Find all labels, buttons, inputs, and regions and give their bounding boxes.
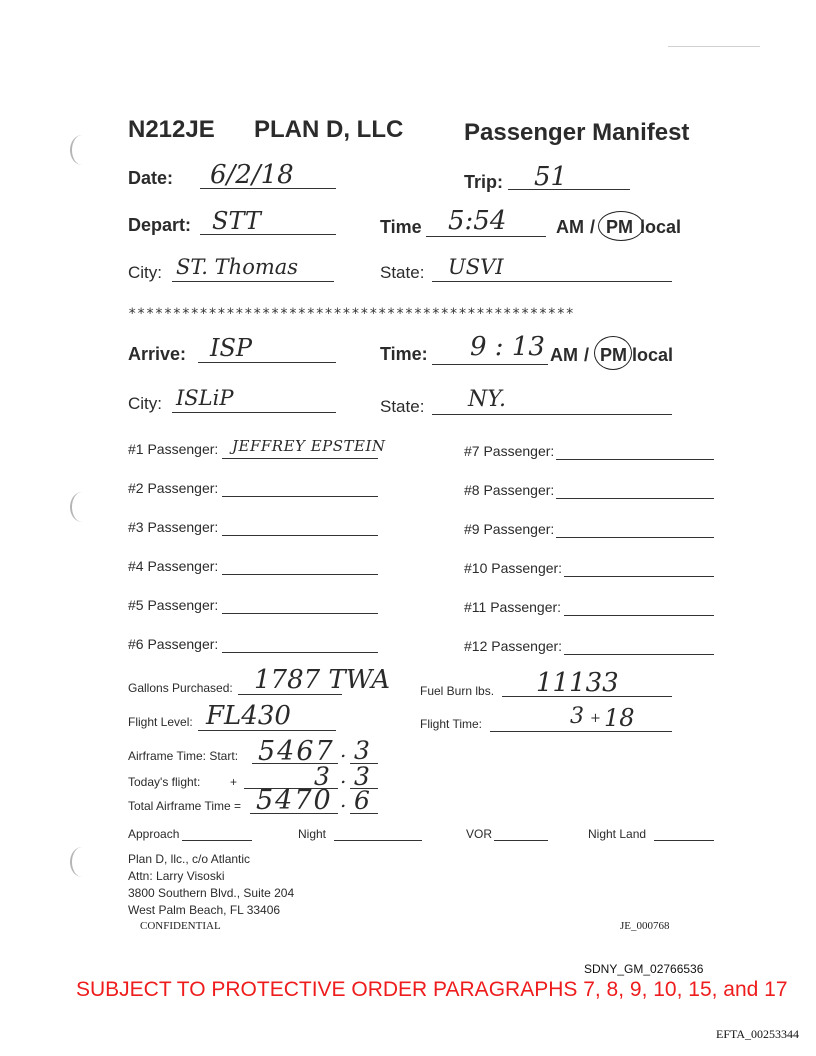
fuel-burn-line [502,696,672,697]
gallons-label: Gallons Purchased: [128,681,233,695]
night-land-line [654,840,714,841]
passenger-1-line [222,458,378,459]
address-line-3: 3800 Southern Blvd., Suite 204 [128,886,295,900]
protective-order-notice: SUBJECT TO PROTECTIVE ORDER PARAGRAPHS 7, 8, 9, 10, 15, and 17 [76,978,788,1001]
depart-pm: PM [606,217,633,237]
passenger-11-line [564,615,714,616]
vor-label: VOR [466,827,493,841]
je-bates-number: JE_000768 [620,920,670,932]
passenger-2-line [222,496,378,497]
passenger-12-label: #12 Passenger: [464,638,563,654]
depart-city-line [172,281,334,282]
today-flight-label: Today's flight: [128,775,201,789]
passenger-5-line [222,613,378,614]
passenger-7-line [556,459,714,460]
flight-level-line [198,730,336,731]
total-airframe-frac: 6 [354,786,370,815]
depart-line [200,234,336,235]
depart-state-value: USVI [448,255,504,279]
company-name: PLAN D, LLC [254,116,404,143]
passenger-6-label: #6 Passenger: [128,636,219,652]
depart-label: Depart: [128,215,192,235]
airframe-start-label: Airframe Time: Start: [128,749,239,763]
vor-line [494,840,548,841]
punch-hole-bottom [70,847,94,877]
total-airframe-whole: 5470 [256,785,333,816]
punch-hole-top [70,135,94,165]
arrive-slash: / [584,345,590,365]
arrive-state-value: NY. [468,387,506,412]
flight-time-hours: 3 [570,704,584,729]
trip-value: 51 [534,162,568,192]
total-airframe-frac-line [350,813,378,814]
arrive-pm-circle [594,336,632,370]
asterisk-divider: ************************************************** [128,306,575,322]
arrive-state-line [432,414,672,415]
passenger-1-value: JEFFREY EPSTEIN [232,437,386,455]
total-airframe-dot: . [340,788,347,812]
arrive-city-value: ISLiP [176,386,234,410]
trip-line [508,189,630,190]
date-value: 6/2/18 [210,160,294,190]
total-airframe-line [250,813,338,814]
airframe-start-dot: . [340,738,347,762]
approach-label: Approach [128,827,180,841]
fuel-burn-label: Fuel Burn lbs. [420,684,495,698]
form-title: Passenger Manifest [464,119,690,146]
date-line [200,188,336,189]
scan-edge-line [668,46,760,47]
sdny-bates-number: SDNY_GM_02766536 [584,962,704,976]
passenger-8-line [556,498,714,499]
flight-time-sep: + [590,711,601,726]
passenger-8-label: #8 Passenger: [464,482,555,498]
depart-pm-circle [598,211,644,241]
address-line-1: Plan D, llc., c/o Atlantic [128,852,251,866]
passenger-7-label: #7 Passenger: [464,443,555,459]
approach-line [182,840,252,841]
flight-time-line [490,731,672,732]
passenger-5-label: #5 Passenger: [128,597,219,613]
passenger-10-line [564,576,714,577]
depart-time-value: 5:54 [448,206,507,236]
depart-state-line [432,281,672,282]
depart-slash: / [590,217,596,237]
night-line [334,840,422,841]
night-land-label: Night Land [588,827,647,841]
passenger-11-label: #11 Passenger: [464,599,562,615]
gallons-line [238,694,342,695]
efta-number: EFTA_00253344 [716,1027,800,1041]
passenger-3-label: #3 Passenger: [128,519,219,535]
arrive-value: ISP [210,334,253,362]
arrive-state-label: State: [380,397,425,416]
punch-hole-middle [70,492,94,522]
arrive-time-line [432,364,548,365]
today-flight-whole: 3 [314,762,330,791]
passenger-4-label: #4 Passenger: [128,558,219,574]
total-airframe-label: Total Airframe Time = [128,799,242,813]
today-flight-plus: + [230,775,238,789]
passenger-3-line [222,535,378,536]
passenger-12-line [564,654,714,655]
depart-time-line [426,236,546,237]
airframe-start-frac: 3 [354,736,370,765]
passenger-10-label: #10 Passenger: [464,560,563,576]
passenger-9-line [556,537,714,538]
today-flight-frac: 3 [354,762,370,791]
arrive-line [198,362,336,363]
passenger-1-label: #1 Passenger: [128,441,219,457]
depart-local: local [640,217,682,237]
arrive-city-label: City: [128,394,162,413]
address-line-2: Attn: Larry Visoski [128,869,225,883]
arrive-pm: PM [600,345,627,365]
airframe-start-whole: 5467 [258,736,335,767]
depart-city-label: City: [128,263,162,282]
flight-time-label: Flight Time: [420,717,483,731]
depart-value: STT [212,207,261,235]
fuel-burn-value: 11133 [536,668,619,698]
trip-label: Trip: [464,172,503,192]
depart-state-label: State: [380,263,425,282]
flight-level-label: Flight Level: [128,715,193,729]
arrive-time-label: Time: [380,344,428,364]
today-flight-dot: . [340,764,347,788]
confidential-stamp: CONFIDENTIAL [140,920,221,932]
gallons-value: 1787 TWA [254,665,390,695]
tail-number: N212JE [128,116,215,143]
depart-time-label: Time [380,217,422,237]
passenger-4-line [222,574,378,575]
passenger-9-label: #9 Passenger: [464,521,555,537]
depart-am: AM [556,217,584,237]
arrive-city-line [172,412,336,413]
arrive-am: AM [550,345,578,365]
arrive-label: Arrive: [128,344,187,364]
flight-level-value: FL430 [206,701,291,731]
depart-city-value: ST. Thomas [176,255,299,279]
flight-time-minutes: 18 [604,704,635,732]
arrive-time-value: 9 : 13 [470,332,545,362]
passenger-6-line [222,652,378,653]
address-line-4: West Palm Beach, FL 33406 [128,903,281,917]
date-label: Date: [128,168,174,188]
arrive-local: local [632,345,674,365]
passenger-2-label: #2 Passenger: [128,480,219,496]
night-label: Night [298,827,327,841]
